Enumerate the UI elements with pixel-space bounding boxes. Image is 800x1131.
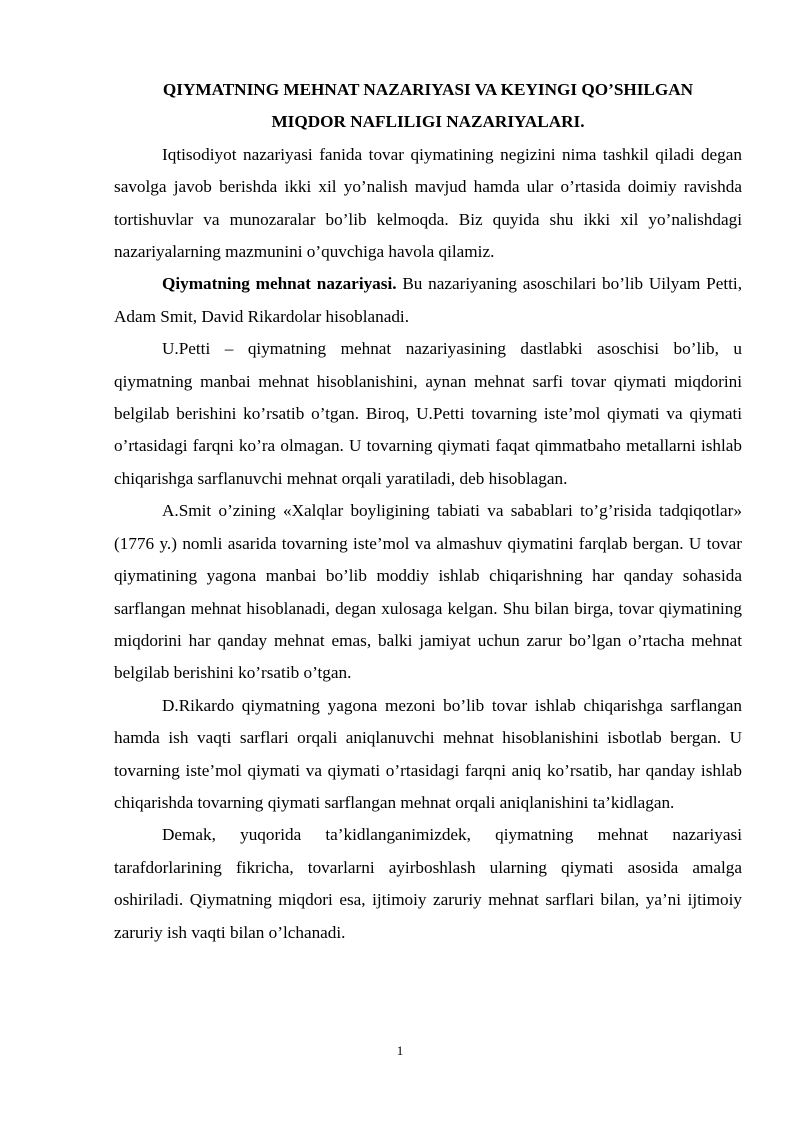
paragraph-intro: Iqtisodiyot nazariyasi fanida tovar qiymatining negizini nima tashkil qiladi degan savolga javob berishda ikki xil yo’nalish mavjud hamda ular o’rtasida doimiy ravishda tortishuvlar va munozaralar bo’lib kelmoqda. Biz quyida shu ikki xil yo’nalishdagi nazariyalarning mazmunini o’quvchiga havola qilamiz. [114, 144, 742, 262]
document-title [114, 74, 742, 139]
document-body [114, 74, 742, 949]
section-heading-labor-theory: Qiymatning mehnat nazariyasi. [162, 274, 397, 294]
paragraph-labor-theory [114, 268, 742, 333]
paragraph-petty: U.Petti – qiymatning mehnat nazariyasining dastlabki asoschisi bo’lib, u qiymatning manbai mehnat hisoblanishini, aynan mehnat sarfi tovar qiymati miqdorini belgilab berishini ko’rsatib o’tgan. Biroq, U.Petti tovarning iste’mol qiymati va qiymati o’rtasidagi farqni ko’ra olmagan. U tovarning qiymati faqat qimmatbaho metallarni ishlab chiqarishga sarflanuvchi mehnat orqali yaratiladi, deb hisoblagan. [114, 339, 742, 488]
paragraph-labor-theory-text: Bu nazariyaning asoschilari bo’lib Uilyam Petti, Adam Smit, David Rikardolar hisoblanadi. [114, 274, 742, 326]
paragraph-smith: A.Smit o’zining «Xalqlar boyligining tabiati va sabablari to’g’risida tadqiqotlar» (1776 y.) nomli asarida tovarning iste’mol va almashuv qiymatini farqlab bergan. U tovar qiymatining yagona manbai bo’lib moddiy ishlab chiqarishning har qanday sohasida sarflangan mehnat hisoblanadi, degan xulosaga kelgan. Shu bilan birga, tovar qiymatining miqdorini har qanday mehnat emas, balki jamiyat uchun zarur bo’lgan o’rtacha mehnat belgilab berishini ko’rsatib o’tgan. [114, 501, 742, 683]
title-line-1: QIYMATNING MEHNAT NAZARIYASI VA KEYINGI QO’SHILGAN [162, 80, 694, 99]
title-line-2: MIQDOR NAFLILIGI NAZARIYALARI. [271, 112, 585, 132]
paragraph-conclusion: Demak, yuqorida ta’kidlanganimizdek, qiymatning mehnat nazariyasi tarafdorlarining fikricha, tovarlarni ayirboshlash ularning qiymati asosida amalga oshiriladi. Qiymatning miqdori esa, ijtimoiy zaruriy mehnat sarflari bilan, ya’ni ijtimoiy zaruriy ish vaqti bilan o’lchanadi. [114, 825, 742, 942]
paragraph-ricardo: D.Rikardo qiymatning yagona mezoni bo’lib tovar ishlab chiqarishga sarflangan hamda ish vaqti sarflari orqali aniqlanuvchi mehnat hisoblanishini isbotlab bergan. U tovarning iste’mol qiymati va qiymati o’rtasidagi farqni aniq ko’rsatib, har qanday ishlab chiqarishda tovarning qiymati sarflangan mehnat orqali aniqlanishini ta’kidlagan. [114, 695, 742, 812]
page-number: 1 [396, 1043, 404, 1058]
